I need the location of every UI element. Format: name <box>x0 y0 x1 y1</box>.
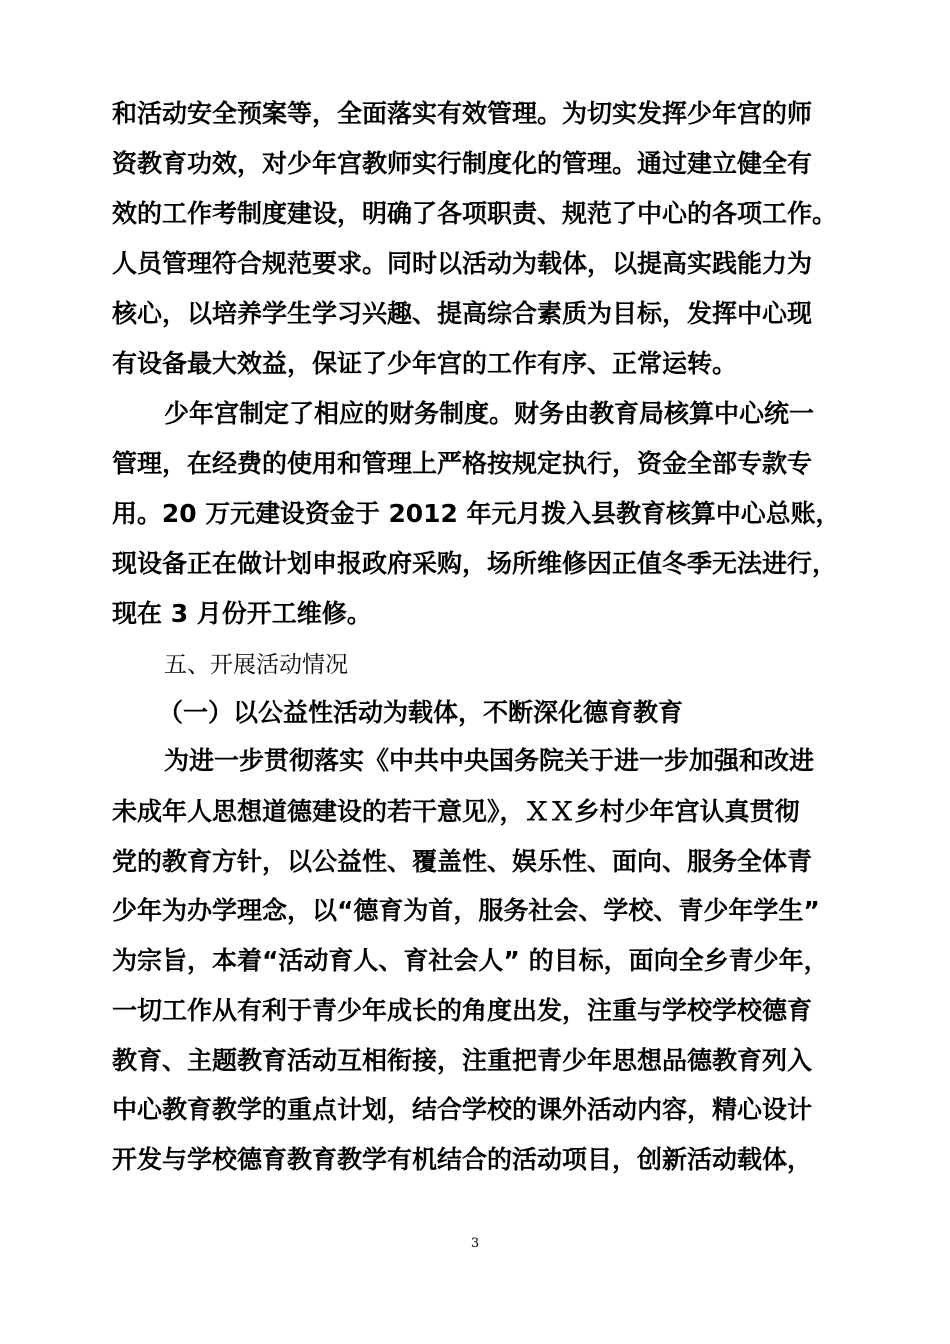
paragraph-line: 现在 3 月份开工维修。 <box>112 599 372 628</box>
page-number: 3 <box>470 1236 480 1251</box>
paragraph-line: 少年宫制定了相应的财务制度。财务由教育局核算中心统一 <box>164 399 815 428</box>
paragraph-line: 效的工作考制度建设，明确了各项职责、规范了中心的各项工作。 <box>112 199 838 228</box>
paragraph-line: 党的教育方针，以公益性、覆盖性、娱乐性、面向、服务全体青 <box>112 847 813 876</box>
paragraph-line: 现设备正在做计划申报政府采购，场所维修因正值冬季无法进行， <box>112 549 838 578</box>
paragraph-line: 教育、主题教育活动互相衔接，注重把青少年思想品德教育列入 <box>112 1046 813 1075</box>
paragraph-line: 未成年人思想道德建设的若干意见》，ＸＸ乡村少年宫认真贯彻 <box>112 797 800 826</box>
paragraph-line: 和活动安全预案等，全面落实有效管理。为切实发挥少年宫的师 <box>112 99 813 128</box>
section-heading: 五、开展活动情况 <box>164 652 348 678</box>
paragraph-line: 一切工作从有利于青少年成长的角度出发，注重与学校学校德育 <box>112 996 813 1025</box>
paragraph-line: 少年为办学理念，以“德育为首，服务社会、学校、青少年学生” <box>112 896 820 925</box>
paragraph-line: 管理，在经费的使用和管理上严格按规定执行，资金全部专款专 <box>112 449 813 478</box>
paragraph-line: 为宗旨，本着“活动育人、育社会人” 的目标，面向全乡青少年， <box>112 946 829 975</box>
paragraph-line: 为进一步贯彻落实《中共中央国务院关于进一步加强和改进 <box>164 746 815 775</box>
paragraph-line: 有设备最大效益，保证了少年宫的工作有序、正常运转。 <box>112 349 738 378</box>
paragraph-line: 核心，以培养学生学习兴趣、提高综合素质为目标，发挥中心现 <box>112 299 813 328</box>
paragraph-line: 中心教育教学的重点计划，结合学校的课外活动内容，精心设计 <box>112 1095 813 1124</box>
paragraph-line: 资教育功效，对少年宫教师实行制度化的管理。通过建立健全有 <box>112 149 813 178</box>
subsection-heading: （一）以公益性活动为载体，不断深化德育教育 <box>158 698 684 727</box>
paragraph-line: 开发与学校德育教育教学有机结合的活动项目，创新活动载体， <box>112 1145 813 1174</box>
paragraph-line: 人员管理符合规范要求。同时以活动为载体，以提高实践能力为 <box>112 249 813 278</box>
paragraph-line: 用。20 万元建设资金于 2012 年元月拨入县教育核算中心总账， <box>112 499 841 528</box>
